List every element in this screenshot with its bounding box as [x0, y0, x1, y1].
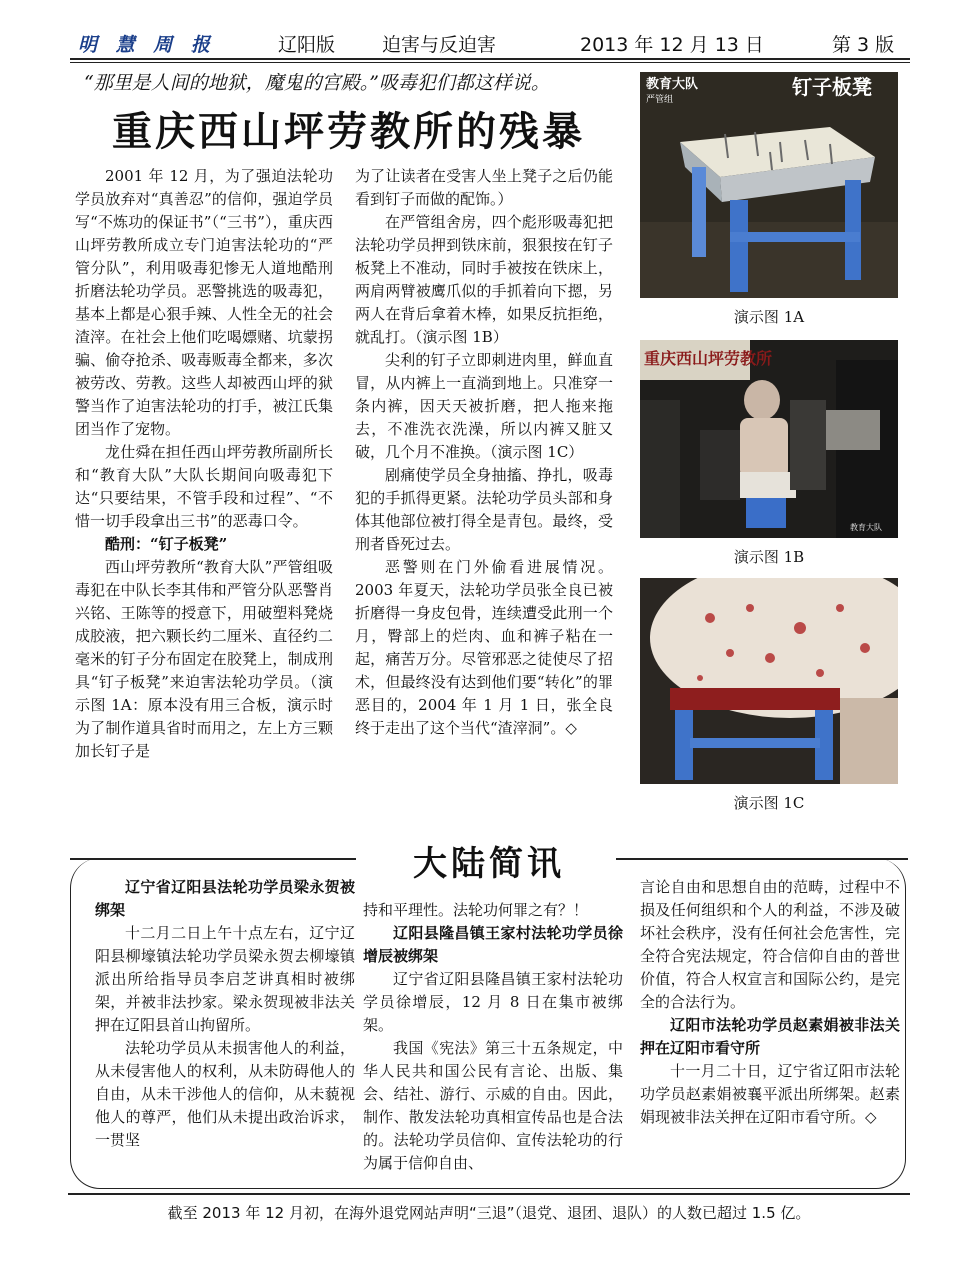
paragraph: 龙仕舜在担任西山坪劳教所副所长和“教育大队”大队长期间向吸毒犯下达“只要结果，不管手段和过程”、“不惜一切手段拿出三书”的恶毒口令。 — [75, 443, 333, 530]
photo-1b-image — [640, 340, 898, 538]
paragraph: 西山坪劳教所“教育大队”严管组吸毒犯在中队长李其伟和严管分队恶警肖兴铭、王陈等的授意下，用破塑料凳烧成胶液，把六颗长约二厘米、直径约二毫米的钉子分布固定在胶凳上，制成刑具“钉子板凳”来迫害法轮功学员。（演示图 1A：原本没有用三合板，演示时为了制作道具省时而用之，左上方三颗加长钉子是 — [75, 558, 333, 760]
paragraph: 在严管组舍房，四个彪形吸毒犯把法轮功学员押到铁床前，狠狠按在钉子板凳上不准动，同时手被按在铁床上，两肩两臂被鹰爪似的手抓着向下摁，另两人在背后拿着木棒，如果反抗拒绝，就乱打。（演示图 1B） — [355, 213, 613, 346]
article-title: 重庆西山坪劳教所的残暴 — [112, 108, 585, 155]
news-column-3 — [640, 876, 900, 1129]
paragraph: 尖利的钉子立即刺进肉里，鲜血直冒，从内裤上一直淌到地上。只准穿一条内裤，因天天被折磨，把人拖来拖去，不准洗衣洗澡，所以内裤又脏又破，几个月不准换。（演示图 1C） — [355, 351, 613, 461]
svg-text:严管组: 严管组 — [646, 95, 674, 105]
article-column-1 — [75, 165, 333, 763]
photo-1c-caption: 演示图 1C — [733, 794, 805, 812]
page-number: 第 3 版 — [832, 34, 895, 56]
section-label: 迫害与反迫害 — [382, 34, 497, 56]
paragraph: 恶警则在门外偷看进展情况。2003 年夏天，法轮功学员张全良已被折磨得一身皮包骨，连续遭受此刑一个月，臀部上的烂肉、血和裤子粘在一起，痛苦万分。尽管邪恶之徒使尽了招术，但最终没有达到他们要“转化”的罪恶目的，2004 年 1 月 1 日，张全良终于走出了这个当代“渣滓洞”。◇ — [355, 558, 613, 737]
article-pull-quote: “那里是人间的地狱，魔鬼的宫殿。”吸毒犯们都这样说。 — [84, 72, 550, 94]
photo-1c — [640, 578, 898, 784]
issue-date: 2013 年 12 月 13 日 — [580, 34, 764, 56]
photo-1a-label-right: 钉子板凳 — [792, 75, 872, 99]
header-rule-thin — [70, 62, 910, 63]
news-column-2 — [363, 899, 623, 1175]
paragraph: 持和平理性。法轮功何罪之有？！ — [363, 901, 589, 919]
photo-1a-image — [640, 72, 898, 298]
header-rule — [70, 58, 910, 60]
news-headline: 辽阳县隆昌镇王家村法轮功学员徐增辰被绑架 — [363, 924, 623, 965]
article-subheading: 酷刑：“钉子板凳” — [105, 535, 228, 553]
paragraph: 我国《宪法》第三十五条规定，中华人民共和国公民有言论、出版、集会、结社、游行、示威的自由。因此，制作、散发法轮功真相宣传品也是合法的。法轮功学员信仰、宣传法轮功的行为属于信仰自由、 — [363, 1039, 623, 1172]
article-column-2 — [355, 165, 613, 740]
paragraph: 言论自由和思想自由的范畴，过程中不损及任何组织和个人的利益，不涉及破坏社会秩序，没有任何社会危害性，完全符合宪法规定，符合信仰自由的普世价值，符合人权宣言和国际公约，是完全的合法行为。 — [640, 878, 900, 1011]
news-section-title: 大陆简讯 — [401, 836, 577, 885]
photo-1b — [640, 340, 898, 538]
paragraph: 为了让读者在受害人坐上凳子之后仍能看到钉子而做的配饰。） — [355, 167, 613, 208]
photo-1b-caption: 演示图 1B — [733, 548, 805, 566]
news-headline: 辽宁省辽阳县法轮功学员梁永贺被绑架 — [95, 878, 355, 919]
photo-1a-caption: 演示图 1A — [733, 308, 805, 326]
svg-text:重庆西山坪劳教所: 重庆西山坪劳教所 — [644, 349, 773, 368]
footer-rule — [68, 1193, 910, 1195]
paragraph: 2001 年 12 月，为了强迫法轮功学员放弃对“真善忍”的信仰，强迫学员写“不炼功的保证书”（“三书”），重庆西山坪劳教所成立专门迫害法轮功的“严管分队”，利用吸毒犯惨无人道地酷刑折磨法轮功学员。恶警挑选的吸毒犯，基本上都是心狠手辣、人性全无的社会渣滓。在社会上他们吃喝嫖赌、坑蒙拐骗、偷夺抢杀、吸毒贩毒全都来，多次被劳改、劳教。这些人却被西山坪的狱警当作了迫害法轮功的打手，被江氏集团当作了宠物。 — [75, 167, 333, 438]
paragraph: 剧痛使学员全身抽搐、挣扎，吸毒犯的手抓得更紧。法轮功学员头部和身体其他部位被打得全是青包。最终，受刑者昏死过去。 — [355, 466, 613, 553]
masthead: 明 慧 周 报 — [78, 34, 216, 56]
news-column-1 — [95, 876, 355, 1152]
photo-1c-image — [640, 578, 898, 784]
paragraph: 十二月二日上午十点左右，辽宁辽阳县柳壕镇法轮功学员梁永贺去柳壕镇派出所给指导员李启芝讲真相时被绑架，并被非法抄家。梁永贺现被非法关押在辽阳县首山拘留所。 — [95, 924, 355, 1034]
news-headline: 辽阳市法轮功学员赵素娟被非法关押在辽阳市看守所 — [640, 1016, 900, 1057]
photo-1a — [640, 72, 898, 298]
footer-notice: 截至 2013 年 12 月初，在海外退党网站声明“三退”（退党、退团、退队）的人数已超过 1.5 亿。 — [167, 1204, 811, 1222]
page-header — [70, 28, 910, 56]
paragraph: 十一月二十日，辽宁省辽阳市法轮功学员赵素娟被襄平派出所绑架。赵素娟现被非法关押在辽阳市看守所。◇ — [640, 1062, 900, 1126]
photo-1a-label-left: 教育大队 — [646, 77, 699, 92]
paragraph: 法轮功学员从未损害他人的利益，从未侵害他人的权利，从未防碍他人的自由，从未干涉他人的信仰，从未藐视他人的尊严，他们从未提出政治诉求，一贯坚 — [95, 1039, 355, 1149]
photo-1b-label: 教育大队 — [850, 523, 882, 532]
edition-label: 辽阳版 — [278, 34, 336, 56]
paragraph: 辽宁省辽阳县隆昌镇王家村法轮功学员徐增辰，12 月 8 日在集市被绑架。 — [363, 970, 623, 1034]
